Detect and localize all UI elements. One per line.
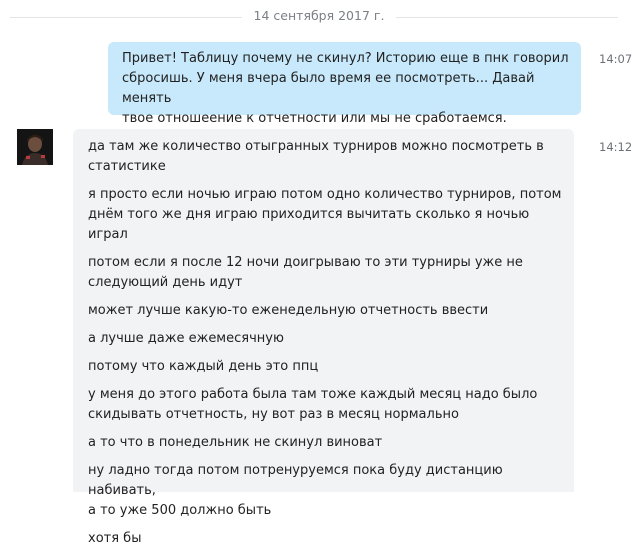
date-divider-left: [10, 17, 242, 18]
avatar-image: [17, 129, 53, 165]
date-divider-right: [396, 17, 618, 18]
date-label: 14 сентября 2017 г.: [253, 8, 385, 23]
message-text: у меня до этого работа была там тоже каждый месяц надо было скидывать отчетность, ну вот раз в месяц нормально: [88, 387, 538, 422]
message-text: а лучше даже ежемесячную: [88, 331, 284, 346]
message-text: я просто если ночью играю потом одно количество турниров, потом днём того же дня играю приходится вычитать сколько я ночью играл: [88, 187, 562, 242]
message-text: а то что в понедельник не скинул виноват: [88, 435, 383, 450]
date-separator: [0, 0, 628, 36]
message-time: 14:07: [599, 52, 632, 66]
message-text: потому что каждый день это ппц: [88, 359, 319, 374]
user-avatar-icon[interactable]: [17, 129, 53, 165]
message-text: может лучше какую-то еженедельную отчетность ввести: [88, 303, 489, 318]
incoming-message-group[interactable]: [73, 129, 574, 546]
message-time: 14:12: [599, 140, 632, 154]
message-text: ну ладно тогда потом потренуруемся пока буду дистанцию набивать, а то уже 500 должно быть: [88, 463, 503, 518]
outgoing-message[interactable]: [108, 42, 581, 126]
message-text: Привет! Таблицу почему не скинул? Историю еще в пнк говорил сбросишь. У меня вчера было время ее посмотреть... Давай менять твое отношеение к отчетности или мы не сработаемся.: [122, 51, 569, 126]
message-text: хотя бы: [88, 531, 142, 546]
message-text: потом если я после 12 ночи доигрываю то эти турниры уже не следующий день идут: [88, 255, 523, 290]
message-text: да там же количество отыгранных турниров можно посмотреть в статистике: [88, 139, 544, 174]
